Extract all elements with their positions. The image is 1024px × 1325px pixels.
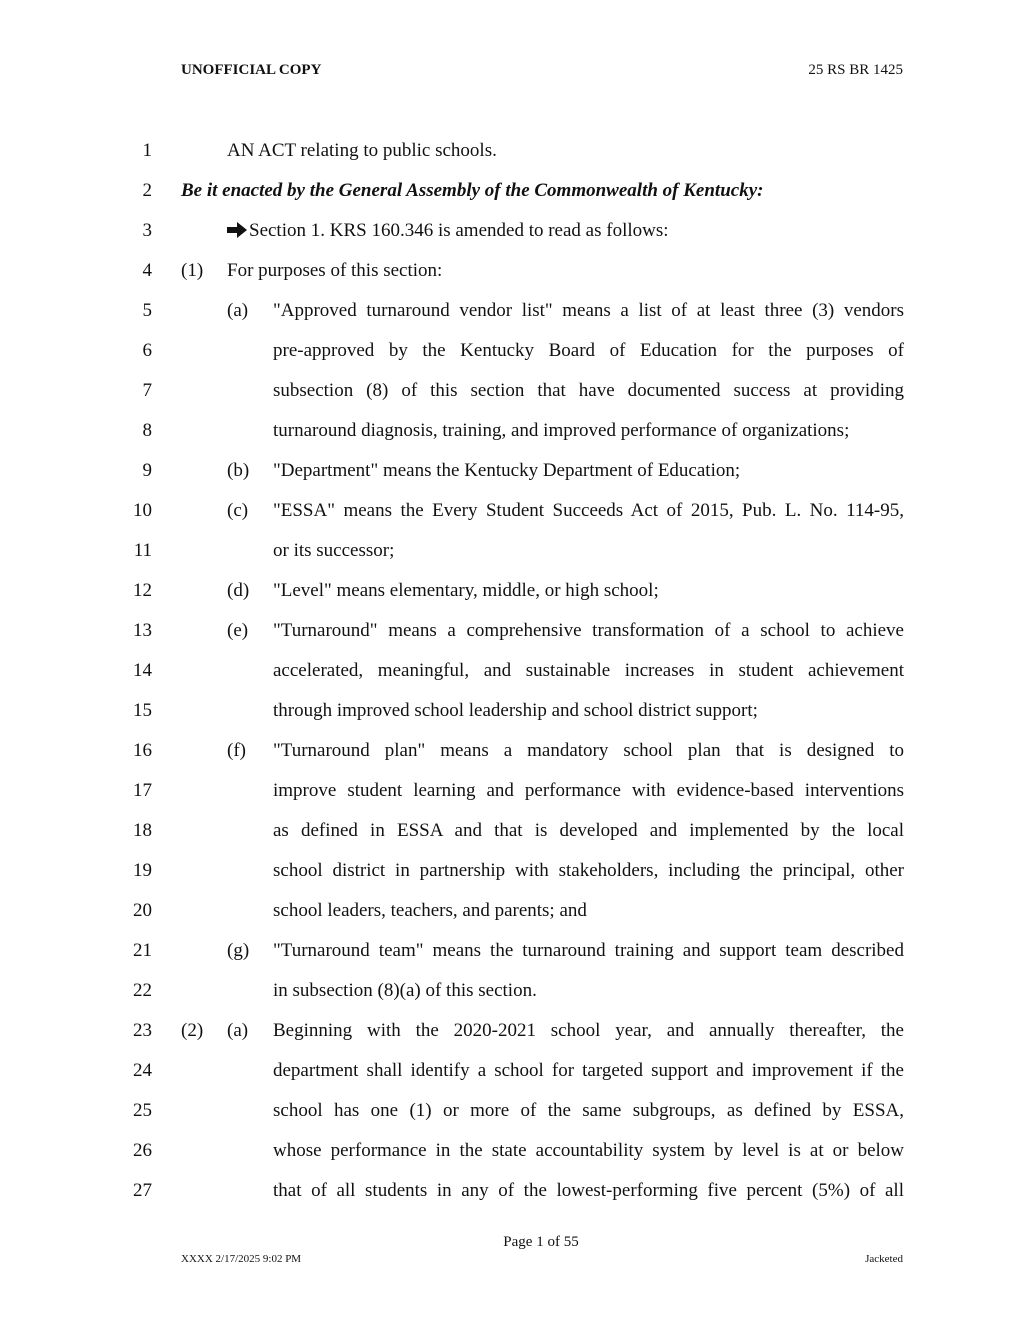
line-16 <box>0 740 1024 780</box>
line-13 <box>0 620 1024 660</box>
line-text: school leaders, teachers, and parents; and <box>273 900 587 921</box>
line-15 <box>0 700 1024 740</box>
line-number: 20 <box>133 900 152 921</box>
line-text: improve student learning and performance with evidence-based interventions <box>273 780 904 801</box>
line-text: For purposes of this section: <box>227 260 443 281</box>
line-number: 4 <box>142 260 152 281</box>
line-6 <box>0 340 1024 380</box>
line-27 <box>0 1180 1024 1220</box>
line-2 <box>0 180 1024 220</box>
line-14 <box>0 660 1024 700</box>
line-text: "Approved turnaround vendor list" means a list of at least three (3) vendors <box>273 300 904 321</box>
section-heading <box>227 220 669 242</box>
line-text: "Level" means elementary, middle, or high school; <box>273 580 659 601</box>
paragraph-label: (f) <box>227 740 246 761</box>
line-text: "Department" means the Kentucky Department of Education; <box>273 460 741 481</box>
footer-left: XXXX 2/17/2025 9:02 PM <box>181 1253 302 1265</box>
line-number: 16 <box>133 740 152 761</box>
header-left: UNOFFICIAL COPY <box>181 62 322 78</box>
line-text: Beginning with the 2020-2021 school year, and annually thereafter, the <box>273 1020 904 1041</box>
line-number: 18 <box>133 820 152 841</box>
line-number: 26 <box>133 1140 152 1161</box>
line-number: 25 <box>133 1100 152 1121</box>
line-number: 14 <box>133 660 152 681</box>
line-number: 22 <box>133 980 152 1001</box>
line-text: accelerated, meaningful, and sustainable increases in student achievement <box>273 660 904 681</box>
arrow-right-icon <box>227 222 247 238</box>
page-number: Page 1 of 55 <box>503 1234 579 1250</box>
line-1 <box>0 140 1024 180</box>
line-10 <box>0 500 1024 540</box>
line-20 <box>0 900 1024 940</box>
line-9 <box>0 460 1024 500</box>
line-text: as defined in ESSA and that is developed and implemented by the local <box>273 820 904 841</box>
line-text: "Turnaround plan" means a mandatory school plan that is designed to <box>273 740 904 761</box>
line-number: 5 <box>142 300 152 321</box>
line-8 <box>0 420 1024 460</box>
paragraph-label: (a) <box>227 300 249 321</box>
line-23 <box>0 1020 1024 1060</box>
line-24 <box>0 1060 1024 1100</box>
line-text: through improved school leadership and school district support; <box>273 700 758 721</box>
line-number: 19 <box>133 860 152 881</box>
paragraph-label: (e) <box>227 620 249 641</box>
line-text: pre-approved by the Kentucky Board of Education for the purposes of <box>273 340 904 361</box>
line-text: subsection (8) of this section that have documented success at providing <box>273 380 904 401</box>
line-number: 10 <box>133 500 152 521</box>
line-text: AN ACT relating to public schools. <box>227 140 497 161</box>
paragraph-label: (c) <box>227 500 249 521</box>
subsection-label: (1) <box>181 260 204 281</box>
line-4 <box>0 260 1024 300</box>
line-21 <box>0 940 1024 980</box>
line-25 <box>0 1100 1024 1140</box>
line-number: 13 <box>133 620 152 641</box>
line-text: turnaround diagnosis, training, and improved performance of organizations; <box>273 420 850 441</box>
line-number: 3 <box>142 220 152 241</box>
line-number: 17 <box>133 780 152 801</box>
line-text: that of all students in any of the lowest-performing five percent (5%) of all <box>273 1180 904 1201</box>
footer-right: Jacketed <box>865 1253 903 1265</box>
line-text: school district in partnership with stakeholders, including the principal, other <box>273 860 904 881</box>
line-19 <box>0 860 1024 900</box>
line-text: "ESSA" means the Every Student Succeeds Act of 2015, Pub. L. No. 114-95, <box>273 500 904 521</box>
line-number: 9 <box>142 460 152 481</box>
line-number: 7 <box>142 380 152 401</box>
enacting-clause: Be it enacted by the General Assembly of the Commonwealth of Kentucky: <box>181 180 764 201</box>
line-text: whose performance in the state accountability system by level is at or below <box>273 1140 904 1161</box>
paragraph-label: (g) <box>227 940 250 961</box>
subsection-label: (2) <box>181 1020 204 1041</box>
paragraph-label: (d) <box>227 580 250 601</box>
line-26 <box>0 1140 1024 1180</box>
line-number: 11 <box>133 540 152 561</box>
line-text: in subsection (8)(a) of this section. <box>273 980 537 1001</box>
line-text: department shall identify a school for targeted support and improvement if the <box>273 1060 904 1081</box>
line-number: 1 <box>142 140 152 161</box>
line-number: 2 <box>142 180 152 201</box>
line-number: 24 <box>133 1060 152 1081</box>
line-3 <box>0 220 1024 260</box>
line-number: 21 <box>133 940 152 961</box>
line-12 <box>0 580 1024 620</box>
line-18 <box>0 820 1024 860</box>
line-17 <box>0 780 1024 820</box>
paragraph-label: (b) <box>227 460 250 481</box>
line-text: or its successor; <box>273 540 395 561</box>
line-number: 15 <box>133 700 152 721</box>
section-heading-text: Section 1. KRS 160.346 is amended to read as follows: <box>249 220 669 241</box>
line-number: 8 <box>142 420 152 441</box>
line-5 <box>0 300 1024 340</box>
line-number: 23 <box>133 1020 152 1041</box>
line-11 <box>0 540 1024 580</box>
line-number: 27 <box>133 1180 152 1201</box>
line-number: 12 <box>133 580 152 601</box>
line-text: school has one (1) or more of the same subgroups, as defined by ESSA, <box>273 1100 904 1121</box>
line-22 <box>0 980 1024 1020</box>
header-right: 25 RS BR 1425 <box>808 62 903 78</box>
line-number: 6 <box>142 340 152 361</box>
line-7 <box>0 380 1024 420</box>
line-text: "Turnaround team" means the turnaround training and support team described <box>273 940 904 961</box>
paragraph-label: (a) <box>227 1020 249 1041</box>
line-text: "Turnaround" means a comprehensive transformation of a school to achieve <box>273 620 904 641</box>
